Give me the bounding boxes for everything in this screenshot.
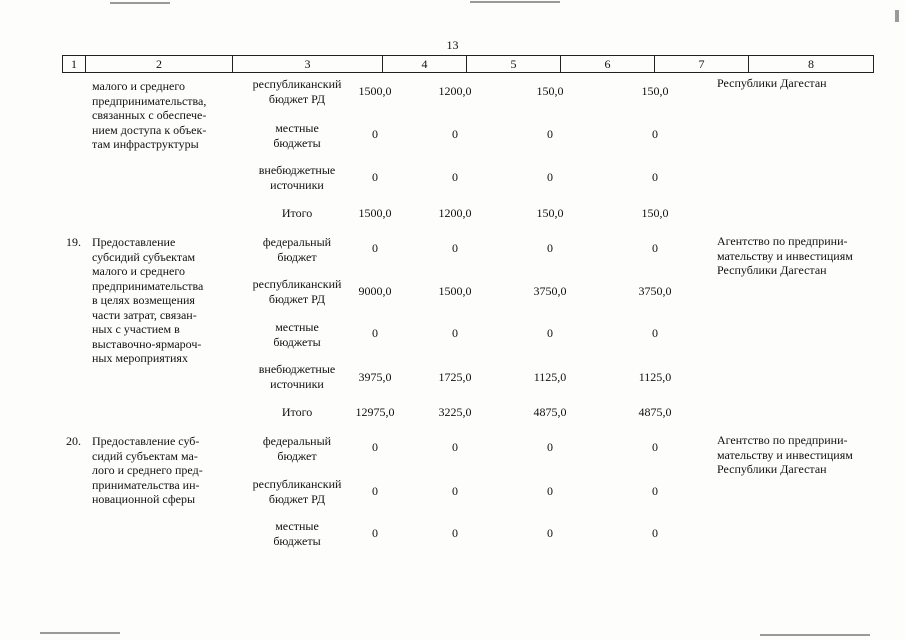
value-col-5: 1200,0 bbox=[438, 84, 472, 98]
scan-artifact bbox=[470, 1, 560, 3]
value-col-4: 1500,0 bbox=[358, 206, 392, 220]
value-col-5: 0 bbox=[452, 440, 458, 454]
executor: Агентство по предприни- мательству и инвестициям Республики Дагестан bbox=[717, 234, 853, 277]
value-col-6: 1125,0 bbox=[533, 370, 567, 384]
funding-source-total: Итого bbox=[281, 206, 313, 220]
value-col-4: 0 bbox=[372, 241, 378, 255]
value-col-7: 1125,0 bbox=[638, 370, 672, 384]
funding-source: федеральный бюджет bbox=[262, 235, 332, 264]
value-col-5: 0 bbox=[452, 127, 458, 141]
value-col-6: 0 bbox=[547, 127, 553, 141]
value-col-4: 0 bbox=[372, 326, 378, 340]
value-col-5: 0 bbox=[452, 326, 458, 340]
value-col-5: 0 bbox=[452, 484, 458, 498]
header-col-3: 3 bbox=[232, 56, 382, 72]
value-col-4: 1500,0 bbox=[358, 84, 392, 98]
value-col-7: 0 bbox=[652, 170, 658, 184]
value-col-4: 3975,0 bbox=[358, 370, 392, 384]
value-col-7: 150,0 bbox=[641, 206, 669, 220]
funding-source: внебюджетные источники bbox=[258, 163, 336, 192]
value-col-7: 3750,0 bbox=[638, 284, 672, 298]
value-col-4: 12975,0 bbox=[355, 405, 395, 419]
scan-artifact bbox=[760, 634, 870, 636]
executor: Агентство по предприни- мательству и инвестициям Республики Дагестан bbox=[717, 433, 853, 476]
value-col-4: 0 bbox=[372, 127, 378, 141]
header-col-2: 2 bbox=[85, 56, 232, 72]
header-col-7: 7 bbox=[654, 56, 748, 72]
value-col-7: 0 bbox=[652, 526, 658, 540]
value-col-7: 0 bbox=[652, 241, 658, 255]
funding-source: местные бюджеты bbox=[273, 121, 321, 150]
value-col-6: 3750,0 bbox=[533, 284, 567, 298]
value-col-4: 0 bbox=[372, 484, 378, 498]
value-col-6: 0 bbox=[547, 484, 553, 498]
funding-source: республиканский бюджет РД bbox=[252, 477, 342, 506]
funding-source: внебюджетные источники bbox=[258, 362, 336, 391]
value-col-7: 150,0 bbox=[641, 84, 669, 98]
value-col-4: 0 bbox=[372, 440, 378, 454]
value-col-6: 150,0 bbox=[536, 84, 564, 98]
value-col-6: 0 bbox=[547, 326, 553, 340]
value-col-6: 0 bbox=[547, 526, 553, 540]
funding-source: местные бюджеты bbox=[273, 519, 321, 548]
measure-name: малого и среднего предпринимательства, связанных с обеспече- нием доступа к объек- там инфраструктуры bbox=[92, 79, 207, 151]
funding-source: местные бюджеты bbox=[273, 320, 321, 349]
header-col-5: 5 bbox=[466, 56, 560, 72]
value-col-7: 0 bbox=[652, 127, 658, 141]
value-col-7: 0 bbox=[652, 326, 658, 340]
value-col-5: 0 bbox=[452, 170, 458, 184]
measure-name: Предоставление субсидий субъектам малого и среднего предпринимательства в целях возмещения части затрат, связан- ных с участием в выставочно-ярмароч- ных мероприятиях bbox=[92, 235, 204, 365]
table-header-row bbox=[62, 55, 874, 73]
funding-source: федеральный бюджет bbox=[262, 434, 332, 463]
value-col-4: 0 bbox=[372, 526, 378, 540]
funding-source: республиканский бюджет РД bbox=[252, 77, 342, 106]
header-col-6: 6 bbox=[560, 56, 654, 72]
value-col-5: 1725,0 bbox=[438, 370, 472, 384]
row-number: 19. bbox=[66, 235, 81, 249]
scan-artifact bbox=[895, 10, 899, 22]
value-col-6: 0 bbox=[547, 440, 553, 454]
value-col-5: 1200,0 bbox=[438, 206, 472, 220]
header-col-1: 1 bbox=[62, 56, 85, 72]
value-col-4: 0 bbox=[372, 170, 378, 184]
executor: Республики Дагестан bbox=[717, 76, 827, 90]
header-col-8: 8 bbox=[748, 56, 874, 72]
header-col-4: 4 bbox=[382, 56, 466, 72]
scan-artifact bbox=[40, 632, 120, 634]
funding-source: республиканский бюджет РД bbox=[252, 277, 342, 306]
value-col-6: 0 bbox=[547, 241, 553, 255]
value-col-6: 150,0 bbox=[536, 206, 564, 220]
value-col-7: 0 bbox=[652, 484, 658, 498]
page-number: 13 bbox=[446, 38, 459, 52]
value-col-7: 4875,0 bbox=[638, 405, 672, 419]
value-col-5: 0 bbox=[452, 526, 458, 540]
scan-artifact bbox=[110, 2, 170, 4]
value-col-5: 3225,0 bbox=[438, 405, 472, 419]
funding-source-total: Итого bbox=[281, 405, 313, 419]
value-col-7: 0 bbox=[652, 440, 658, 454]
row-number: 20. bbox=[66, 434, 81, 448]
value-col-6: 4875,0 bbox=[533, 405, 567, 419]
value-col-5: 0 bbox=[452, 241, 458, 255]
measure-name: Предоставление суб- сидий субъектам ма- лого и среднего пред- принимательства ин- новационной сферы bbox=[92, 434, 203, 506]
value-col-4: 9000,0 bbox=[358, 284, 392, 298]
value-col-6: 0 bbox=[547, 170, 553, 184]
value-col-5: 1500,0 bbox=[438, 284, 472, 298]
